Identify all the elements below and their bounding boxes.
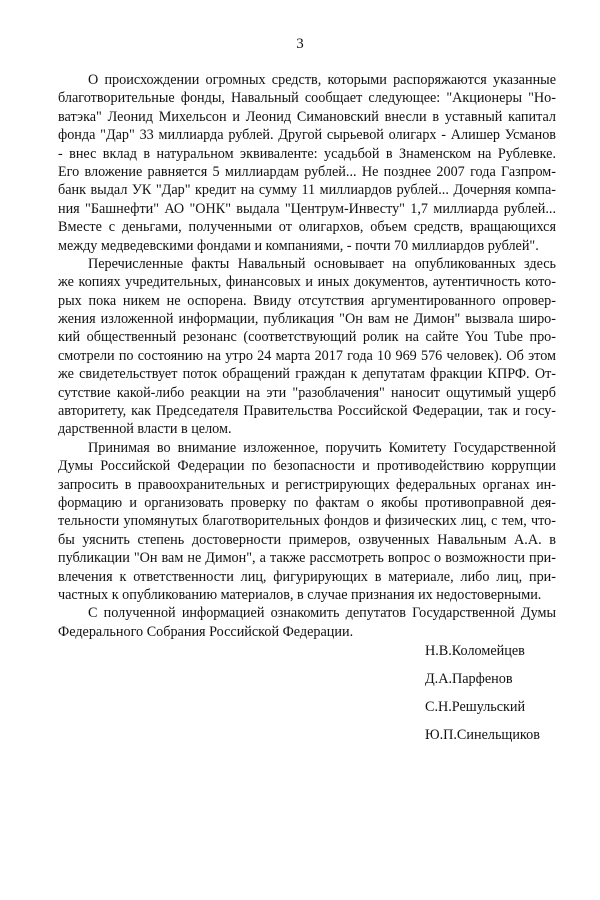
signature-block (425, 642, 540, 754)
text-line: формацию и организовать проверку по фактам о якобы противоправной дея- (58, 494, 556, 511)
text-line: кий общественный резонанс (соответствующий ролик на сайте You Tube про- (58, 329, 556, 346)
signatory-name: Ю.П.Синельщиков (425, 727, 540, 743)
text-line: же копиях учредительных, финансовых и иных документов, аутентичность кото- (58, 274, 556, 291)
text-line: влечения к ответственности лиц, фигурирующих в материале, либо лиц, при- (58, 568, 556, 585)
text-line: бы уяснить степень достоверности примеров, озвученных Навальным А.А. в (58, 531, 556, 548)
text-line: ватэка" Леонид Михельсон и Леонид Симановский внесли в уставный капитал (58, 108, 556, 125)
text-line: запросить в правоохранительных и регистрирующих федеральных органах ин- (58, 476, 556, 493)
text-line: фонда "Дар" 33 миллиарда рублей. Другой сырьевой олигарх - Алишер Усманов (58, 127, 556, 144)
text-line: Думы Российской Федерации по безопасности и противодействию коррупции (58, 458, 556, 475)
text-line: между медведевскими фондами и компаниями, - почти 70 миллиардов рублей". (58, 237, 539, 254)
paragraph (58, 71, 556, 255)
text-line: Принимая во внимание изложенное, поручить Комитету Государственной (88, 439, 556, 456)
text-line: банк выдал УК "Дар" кредит на сумму 11 миллиардов рублей... Дочерняя компа- (58, 182, 556, 199)
text-line: благотворительные фонды, Навальный сообщает следующее: "Акционеры "Но- (58, 90, 556, 107)
page-number: 3 (296, 36, 304, 52)
text-line: Перечисленные факты Навальный основывает на опубликованных здесь (88, 255, 556, 272)
paragraph (58, 255, 556, 439)
signatory-name: С.Н.Решульский (425, 699, 526, 715)
text-line: С полученной информацией ознакомить депутатов Государственной Думы (88, 605, 556, 622)
text-line: Федерального Собрания Российской Федерации. (58, 623, 354, 640)
document-body (58, 71, 556, 641)
text-line: смотрели по состоянию на утро 24 марта 2017 года 10 969 576 человек). Об этом (58, 347, 556, 364)
text-line: же свидетельствует поток обращений граждан к депутатам фракции КПРФ. От- (58, 366, 556, 383)
signatory-name: Н.В.Коломейцев (425, 643, 525, 659)
text-line: тельности упомянутых благотворительных фондов и физических лиц, с тем, что- (58, 513, 556, 530)
text-line: дарственной власти в целом. (58, 421, 232, 438)
paragraph (58, 604, 556, 641)
text-line: сутствие какой-либо реакции на эти "разоблачения" наносит ощутимый ущерб (58, 384, 556, 401)
text-line: частных к опубликованию материалов, в случае признания их недостоверными. (58, 586, 542, 603)
text-line: авторитету, как Председателя Правительства Российской Федерации, так и госу- (58, 403, 556, 420)
text-line: рых пока никем не оспорена. Ввиду отсутствия аргументированного опровер- (58, 292, 556, 309)
text-line: публикации "Он вам не Димон", а также рассмотреть вопрос о возможности при- (58, 550, 556, 567)
text-line: Его вложение равняется 5 миллиардам рублей... Не позднее 2007 года Газпром- (58, 163, 556, 180)
text-line: Вместе с деньгами, полученными от олигархов, объем средств, вращающихся (58, 219, 556, 236)
text-line: - внес вклад в натуральном эквиваленте: усадьбой в Знаменском на Рублевке. (58, 145, 556, 162)
text-line: О происхождении огромных средств, которыми распоряжаются указанные (88, 72, 556, 88)
text-line: жения изложенной информации, публикация "Он вам не Димон" вызвала широ- (58, 311, 556, 328)
text-line: ния "Башнефти" АО "ОНК" выдала "Центрум-Инвесту" 1,7 миллиарда рублей... (58, 200, 556, 217)
signatory-name: Д.А.Парфенов (425, 671, 513, 687)
paragraph (58, 439, 556, 605)
